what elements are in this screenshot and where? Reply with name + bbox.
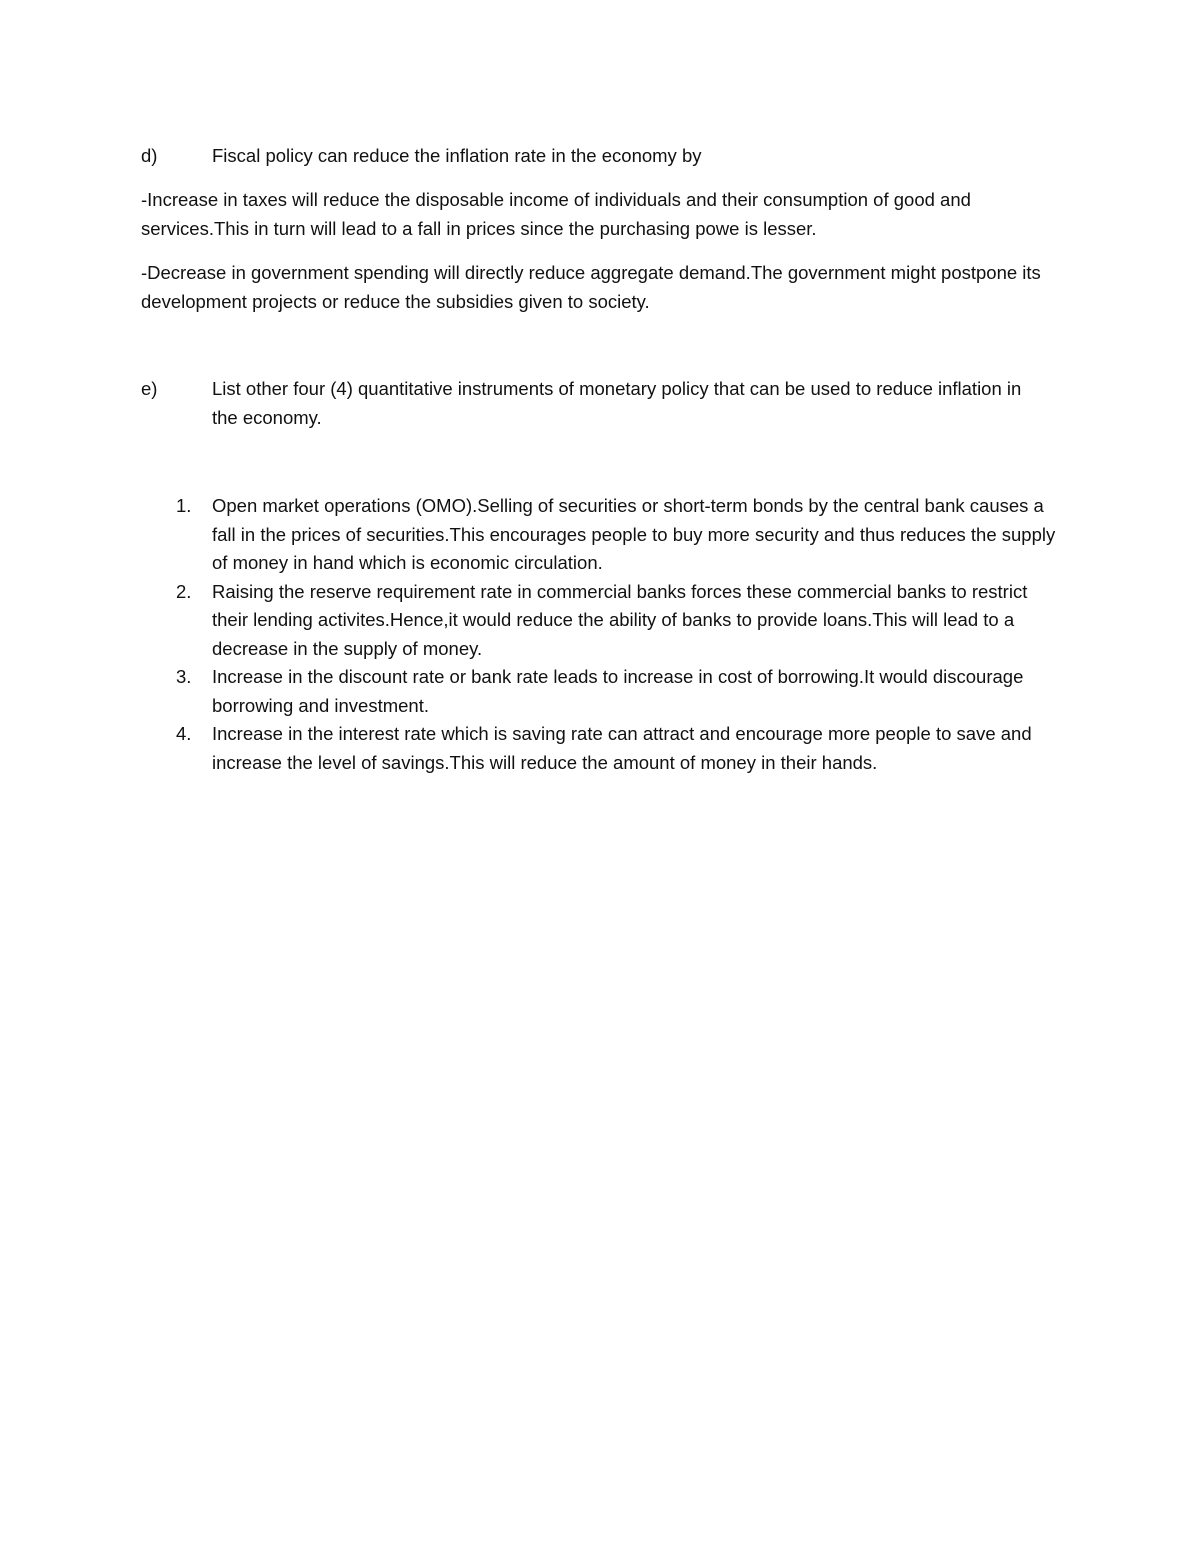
list-item-number: 3. [176,666,192,687]
answer-d-paragraph-1: -Increase in taxes will reduce the disposable income of individuals and their consumption of good and services.This in turn will lead to a fall in prices since the purchasing powe is lesser. [141,189,971,239]
list-item-number: 2. [176,580,192,602]
list-item [141,492,1061,578]
answer-e-list [141,492,1061,777]
question-d-text: Fiscal policy can reduce the inflation rate in the economy by [212,145,702,166]
list-item [141,720,1061,777]
list-item-text: Increase in the discount rate or bank rate leads to increase in cost of borrowing.It would discourage borrowing and investment. [212,666,1024,716]
list-item-text: Open market operations (OMO).Selling of securities or short-term bonds by the central bank causes a fall in the prices of securities.This encourages people to buy more security and thus reduces the supply of money in hand which is economic circulation. [212,495,1056,573]
list-item [141,663,1061,720]
list-item [141,578,1061,664]
list-item-number: 4. [176,723,192,744]
list-item-text: Raising the reserve requirement rate in commercial banks forces these commercial banks to restrict their lending activites.Hence,it would reduce the ability of banks to provide loans.This will lead to a decrease in the supply of money. [212,580,1028,659]
list-item-text: Increase in the interest rate which is saving rate can attract and encourage more people to save and increase the level of savings.This will reduce the amount of money in their hands. [212,723,1032,773]
question-e-label: e) [141,378,158,399]
list-item-number: 1. [176,495,192,516]
answer-d-paragraph-2: -Decrease in government spending will directly reduce aggregate demand.The government might postpone its development projects or reduce the subsidies given to society. [141,262,1041,312]
question-e-text: List other four (4) quantitative instruments of monetary policy that can be used to reduce inflation in the economy. [212,378,1022,428]
question-d-label: d) [141,145,158,166]
